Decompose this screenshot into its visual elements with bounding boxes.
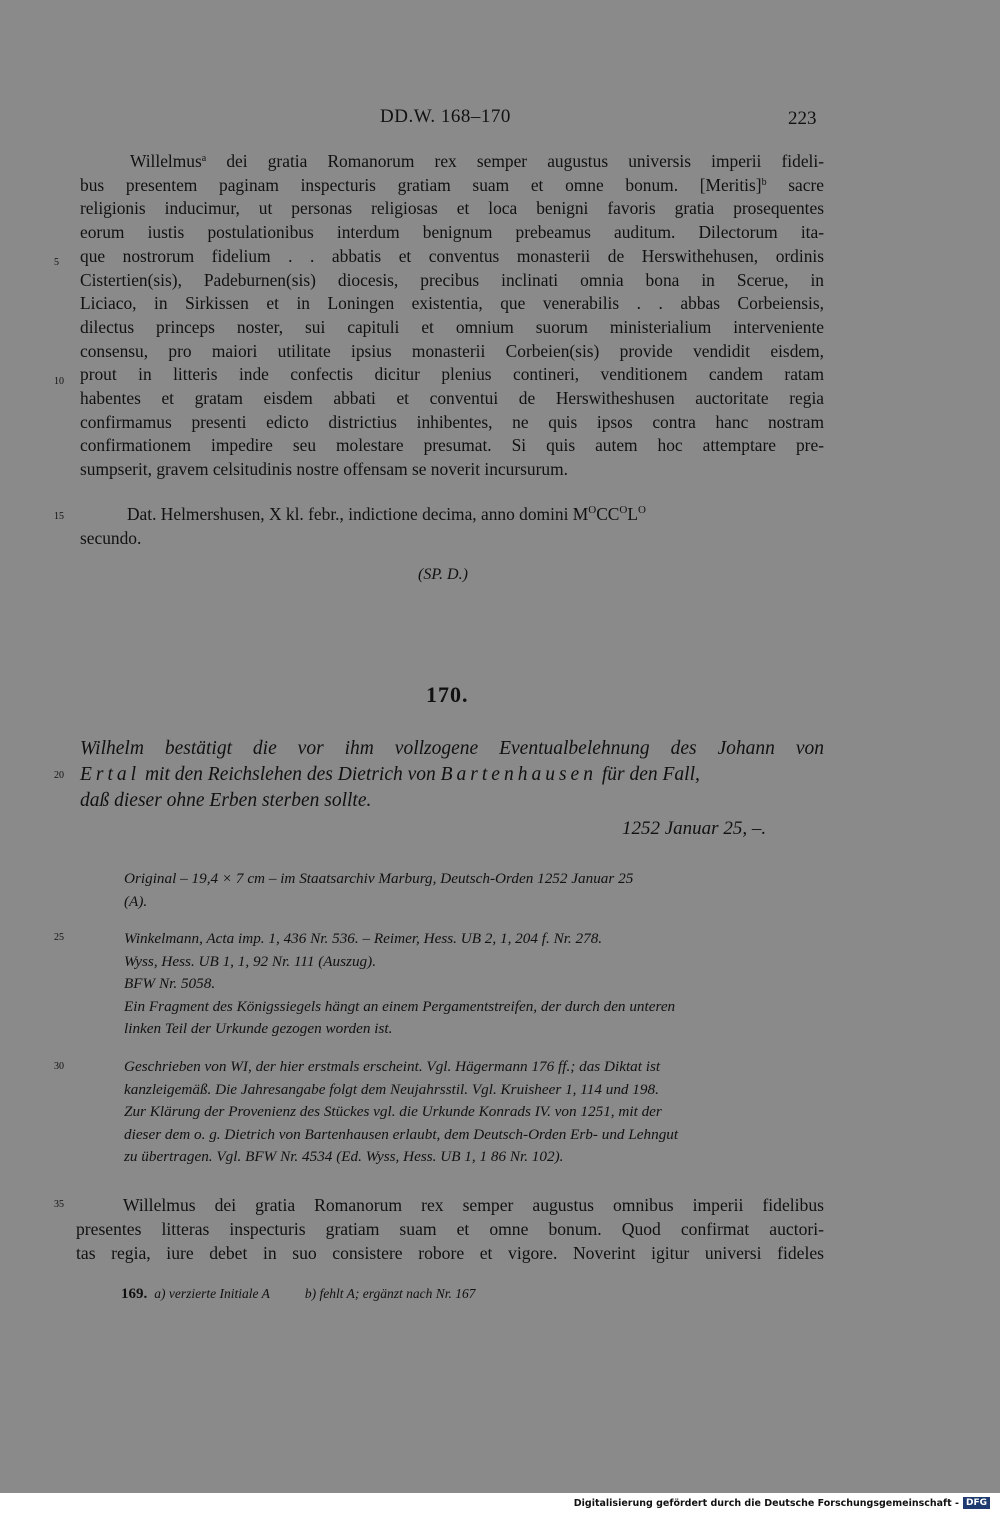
text-line: que nostrorum fidelium . . abbatis et conventus monasterii de Herswithehusen, ordinis — [80, 245, 824, 266]
signum-note: (SP. D.) — [418, 566, 468, 583]
line-number: 30 — [54, 1061, 64, 1072]
text-line: linken Teil der Urkunde gezogen worden ist. — [124, 1020, 393, 1037]
text-line: daß dieser ohne Erben sterben sollte. — [80, 790, 372, 811]
text-line: habentes et gratam eisdem abbati et conventui de Herswitheshusen auctoritate regia — [80, 388, 824, 409]
footnote-number: 169. — [121, 1286, 148, 1302]
document-date: 1252 Januar 25, –. — [622, 818, 767, 839]
text-line: Geschrieben von WI, der hier erstmals erscheint. Vgl. Hägermann 176 ff.; das Diktat ist — [124, 1058, 661, 1075]
text-line: consensu, pro maiori utilitate ipsius monasterii Corbeien(sis) provide vendidit eisdem, — [80, 340, 824, 361]
footnote-a: a) verzierte Initiale A — [154, 1286, 270, 1301]
charter-text-169 — [80, 150, 824, 482]
document-number: 170. — [426, 682, 469, 707]
charter-text-170 — [76, 1193, 824, 1265]
text-line: Ertal mit den Reichslehen des Dietrich von Bartenhausen für den Fall, — [80, 764, 700, 785]
text-line: Wilhelm bestätigt die vor ihm vollzogene Eventualbelehnung des Johann von — [80, 738, 824, 759]
credit-text: Digitalisierung gefördert durch die Deutsche Forschungsgemeinschaft - — [573, 1497, 959, 1509]
text-line: secundo. — [80, 527, 142, 548]
text-line: Original – 19,4 × 7 cm – im Staatsarchiv Marburg, Deutsch-Orden 1252 Januar 25 — [124, 870, 634, 887]
text-line: Dat. Helmershusen, X kl. febr., indictione decima, anno domini $M^OCC^OL^O$ — [127, 504, 646, 524]
line-number: 15 — [54, 511, 64, 522]
text-line: Willelmus dei gratia Romanorum rex semper augustus omnibus imperii fidelibus — [123, 1195, 824, 1215]
regest — [80, 736, 824, 814]
text-line: prout in litteris inde confectis dicitur plenius contineri, venditionem candem ratam — [80, 364, 824, 385]
text-line: religionis inducimur, ut personas religiosas et loca benigni favoris gratia prosequentes — [80, 198, 824, 219]
text-line: confirmationem impedire seu molestare presumat. Si quis autem hoc attemptare pre- — [80, 435, 824, 456]
dating-clause — [80, 503, 824, 550]
text-line: Wyss, Hess. UB 1, 1, 92 Nr. 111 (Auszug). — [124, 952, 376, 970]
text-line: Ein Fragment des Königssiegels hängt an einem Pergamentstreifen, der durch den unteren — [124, 997, 676, 1015]
text-line: confirmamus presenti edicto districtius inhibentes, ne quis ipsos contra hanc nostram — [80, 411, 824, 432]
text-line: bus presentem paginam inspecturis gratiam suam et omne bonum. [Meritis]$^b$ sacre — [80, 174, 824, 195]
line-number: 5 — [54, 257, 59, 268]
footnotes — [121, 1286, 475, 1303]
text-line: Winkelmann, Acta imp. 1, 436 Nr. 536. – Reimer, Hess. UB 2, 1, 204 f. Nr. 278. — [124, 930, 603, 947]
running-head: DD.W. 168–170 — [380, 106, 511, 127]
line-number: 25 — [54, 932, 64, 943]
line-number: 35 — [54, 1199, 64, 1210]
digitization-credit — [574, 1497, 990, 1509]
tradition-note — [124, 868, 824, 913]
page-number: 223 — [788, 108, 817, 129]
line-number: 10 — [54, 376, 64, 387]
text-line: tas regia, iure debet in suo consistere robore et vigore. Noverint igitur universi fideles — [76, 1243, 824, 1263]
text-line: dieser dem o. g. Dietrich von Bartenhausen erlaubt, dem Deutsch-Orden Erb- und Lehngut — [124, 1125, 679, 1143]
text-line: kanzleigemäß. Die Jahresangabe folgt dem Neujahrsstil. Vgl. Kruisheer 1, 114 und 198. — [124, 1080, 659, 1098]
text-line: presentes litteras inspecturis gratiam suam et omne bonum. Quod confirmat auctori- — [76, 1219, 824, 1239]
commentary-note — [124, 1056, 824, 1169]
text-line: BFW Nr. 5058. — [124, 975, 216, 992]
editions-note — [124, 928, 824, 1041]
text-line: zu übertragen. Vgl. BFW Nr. 4534 (Ed. Wyss, Hess. UB 1, 1 86 Nr. 102). — [124, 1148, 564, 1165]
text-line: Liciaco, in Sirkissen et in Loningen existentia, que venerabilis . . abbas Corbeiensis, — [80, 293, 824, 314]
text-line: eorum iustis postulationibus interdum benignum prebeamus auditum. Dilectorum ita- — [80, 222, 824, 243]
text-line: Cistertien(sis), Padeburnen(sis) diocesis, precibus inclinati omnia bona in Scerue, in — [80, 269, 824, 290]
text-line: (A). — [124, 892, 148, 910]
text-line: Zur Klärung der Provenienz des Stückes vgl. die Urkunde Konrads IV. von 1251, mit der — [124, 1103, 662, 1120]
text-line: Willelmus$^a$ dei gratia Romanorum rex semper augustus universis imperii fideli- — [130, 151, 824, 171]
line-number: 20 — [54, 770, 64, 781]
text-line: dilectus princeps noster, sui capituli et omnium suorum ministerialium interveniente — [80, 316, 824, 337]
footnote-b: b) fehlt A; ergänzt nach Nr. 167 — [304, 1286, 476, 1301]
dfg-logo: DFG — [963, 1497, 990, 1509]
text-line: sumpserit, gravem celsitudinis nostre offensam se noverit incursurum. — [80, 459, 568, 480]
